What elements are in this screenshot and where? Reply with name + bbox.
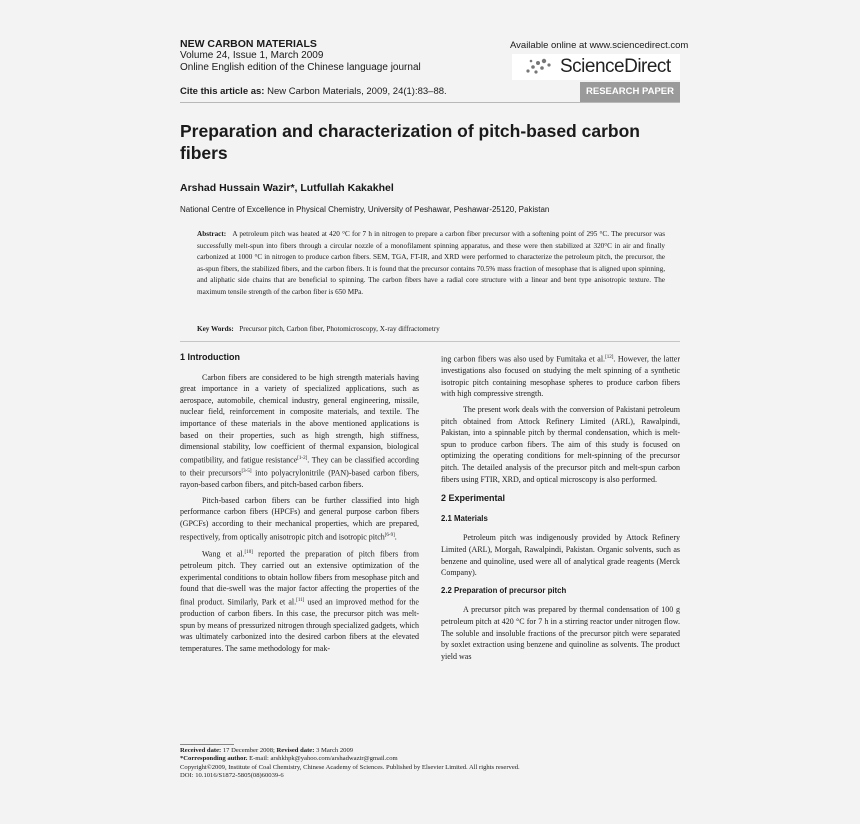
paragraph: The present work deals with the conversion of Pakistani petroleum pitch obtained from Attock Refinery Limited (ARL), Rawalpindi, Pakistan, into a spinnable pitch by thermal condensation, which is melt-spun to produce carbon fibers. The aim of this study is focused on optimizing the operating conditions for melt-spinning of the precursor pitch. The detailed analysis of the precursor pitch and melt-spun carbon fibers using FTIR, XRD, and optical microscopy is also performed. [441,405,680,484]
paragraph [180,495,419,543]
paragraph-text: Wang et al. [202,549,245,559]
paragraph [180,547,419,655]
copyright-line: Copyright©2009, Institute of Coal Chemistry, Chinese Academy of Sciences. Published by Elsevier Limited. All rights reserved. [180,763,520,771]
sciencedirect-logo-icon [524,57,554,77]
paragraph: A precursor pitch was prepared by thermal condensation of 100 g petroleum pitch at 420 °C for 7 h in a stirring reactor under nitrogen flow. The soluble and insoluble fractions of the precursor pitch were separated by soxlet extraction using benzene and quinoline as solvents. The product yield was [441,605,680,661]
right-column [441,352,680,666]
citation-ref: [3-5] [241,469,252,474]
paragraph: Petroleum pitch was indigenously provided by Attock Refinery Limited (ARL), Morgah, Rawalpindi, Pakistan. Organic solvents, such as benzene and quinoline, used were all of analytical grade reagents (Merck Company). [441,533,680,578]
sciencedirect-logo-text: ScienceDirect [560,56,671,77]
affiliation: National Centre of Excellence in Physical Chemistry, University of Peshawar, Peshawar-25120, Pakistan [180,205,550,214]
abstract-divider [180,341,680,342]
section-heading-experimental: 2 Experimental [441,493,506,504]
citation-ref: [11] [296,597,305,603]
paragraph-text: into polyacrylonitrile (PAN)-based carbon fibers, rayon-based carbon fibers, and pitch-based carbon fibers. [180,468,420,490]
citation-ref: [12] [605,355,614,360]
revised-label: Revised date: [276,747,315,754]
journal-name: NEW CARBON MATERIALS [180,38,317,50]
paragraph-text: reported the preparation of pitch fibers from petroleum pitch. They carried out an extensive optimization of the experimental conditions to obtain hollow fibers from mesophase pitch and found that die-swell was the major factor affecting the properties of the final product. Similarly, Park et al. [180,549,420,607]
footnotes [180,747,680,781]
research-paper-badge: RESEARCH PAPER [580,82,680,102]
left-column [180,352,419,659]
paragraph-text: Carbon fibers are considered to be high strength materials having great importance in a variety of specialized applications, such as aerospace, automobile, chemical industry, general engineering, missile, nuclear field, reinforcement in composite materials, and textile. The importance of these materials in the above mentioned applications is based on their properties, such as high strength, high stiffness, dimensional stability, low coefficient of thermal expansion, biological compatibility, and fatigue resistance [180,372,419,465]
dates-line [180,747,680,755]
abstract [197,229,665,299]
paragraph-text: Pitch-based carbon fibers can be further classified into high performance carbon fibers (HPCFs) and general purpose carbon fibers (GPCFs) according to their mechanical properties, which are prepared, respectively, from optically anisotropic pitch and isotropic pitch [180,495,419,542]
paragraph-text: used an improved method for the production of carbon fibers. In this case, the precursor pitch was melt-spun by means of pressurized nitrogen through specialized gadgets, which was ultimately carbonized into the desired carbon fibers at the elevated temperatures. The same methodology for mak- [180,597,419,653]
section-heading-introduction: 1 Introduction [180,352,240,362]
subsection-heading-materials: 2.1 Materials [441,513,488,523]
edition-line: Online English edition of the Chinese language journal [180,62,421,73]
revised-date: 3 March 2009 [314,747,354,754]
available-online: Available online at www.sciencedirect.com [510,40,689,51]
citation-ref: [10] [244,549,253,555]
doi-line: DOI: 10.1016/S1872-5805(08)60039-6 [180,772,284,780]
citation-ref: [1-2] [297,455,308,461]
paragraph [441,352,680,400]
citation-line [180,86,447,97]
corresponding-email: E-mail: arshkhpk@yahoo.com/arshadwazir@gmail.com [247,755,398,763]
abstract-label: Abstract: [197,230,227,238]
subsection-heading-preparation: 2.2 Preparation of precursor pitch [441,585,567,595]
paper-title: Preparation and characterization of pitch-based carbon fibers [180,121,640,163]
paragraph-text: ing carbon fibers was also used by Fumitaka et al. [441,354,606,364]
paragraph-text: . [394,532,397,542]
corresponding-author-line [180,755,680,763]
keywords-label: Key Words: [197,325,234,333]
citation-ref: [6-9] [384,532,395,538]
paragraph-text: . They can be classified according to their precursors [180,455,419,478]
cite-label: Cite this article as: [180,86,265,97]
volume-line: Volume 24, Issue 1, March 2009 [180,50,324,61]
received-date: 17 December 2008; [221,747,277,754]
paragraph-text: . However, the latter investigations also focused on studying the melt spinning of a synthetic isotropic pitch containing mesophase spheres to produce carbon fibers with high compressive strength. [441,354,680,399]
authors: Arshad Hussain Wazir*, Lutfullah Kakakhel [180,182,394,194]
cite-text: New Carbon Materials, 2009, 24(1):83–88. [267,86,447,97]
keywords-text: Precursor pitch, Carbon fiber, Photomicroscopy, X-ray diffractometry [239,325,440,333]
journal-header [180,38,421,74]
paragraph [180,372,419,491]
abstract-text: A petroleum pitch was heated at 420 °C for 7 h in nitrogen to prepare a carbon fiber precursor with a softening point of 295 °C. The precursor was successfully melt-spun into fibers through a circular nozzle of a monofilament spinning apparatus, and these were then stabilized at 320°C in air and finally carbonized at 1000 °C in nitrogen to produce carbon fibers. SEM, TGA, FT-IR, and XRD were performed to characterize the petroleum pitch, the precursor, the as-spun fibers, the stabilized fibers, and the carbon fibers. It is found that the precursor contains 70.5% mass fraction of mesophase that is aligned upon spinning, and aliphatic side chains that are beneficial to spinning. The carbon fibers have a radial core structure with a linear and bent type anisotropic texture. The maximum tensile strength of the carbon fiber is 650 MPa. [197,230,665,296]
header-divider [180,102,680,103]
keywords [197,325,665,333]
footnote-divider [180,744,234,745]
corresponding-label: *Corresponding author. [180,755,248,763]
received-label: Received date: [180,747,222,754]
